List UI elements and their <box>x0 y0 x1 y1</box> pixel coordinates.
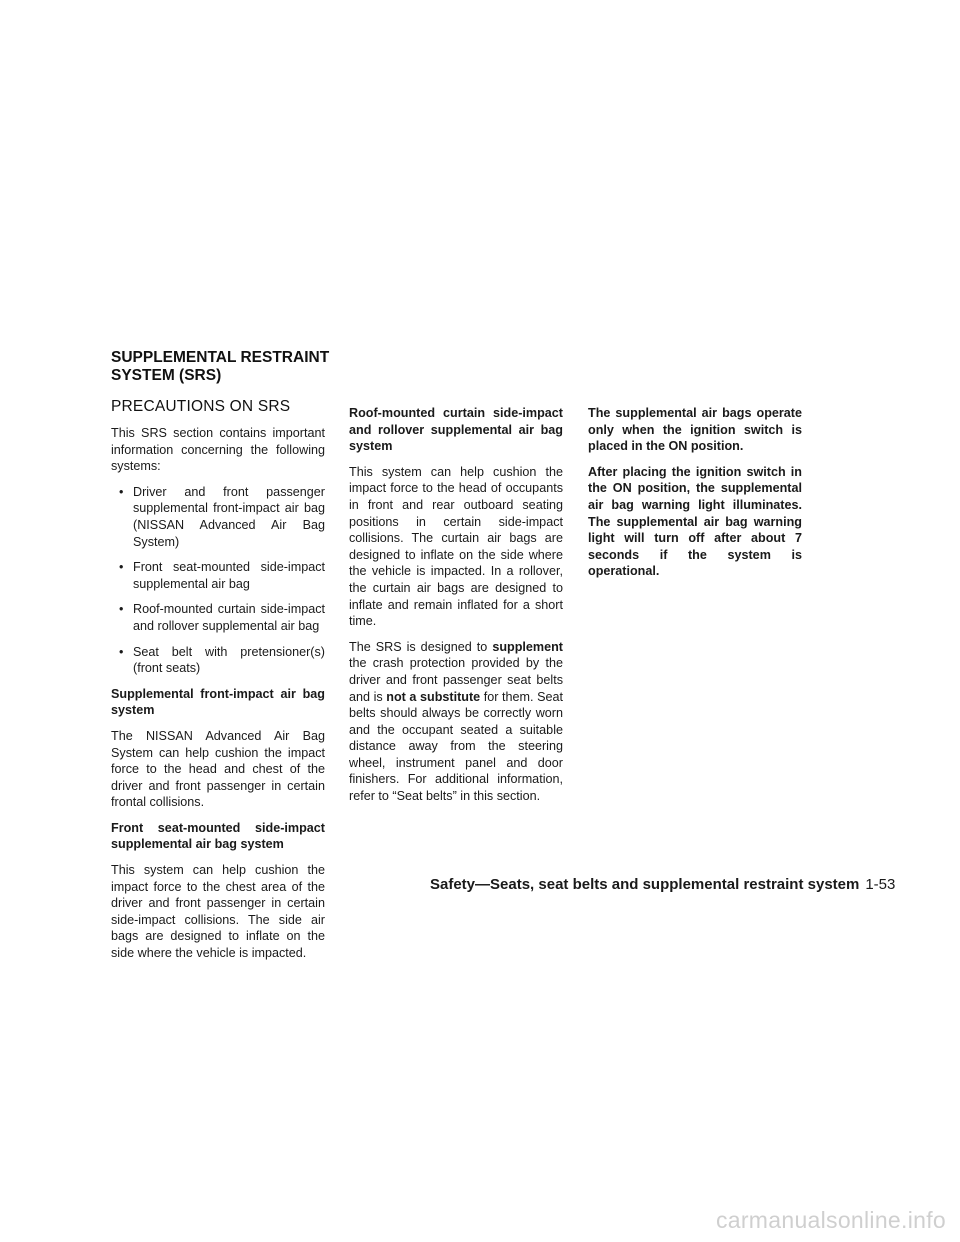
list-item <box>111 644 325 677</box>
side-impact-subheading: Front seat-mounted side-impact supplemental air bag system <box>111 820 325 852</box>
intro-paragraph: This SRS section contains important information concerning the following systems: <box>111 426 325 474</box>
bullet-icon: • <box>119 484 124 499</box>
page-footer <box>430 876 896 894</box>
column-1 <box>111 398 325 971</box>
text-run: The SRS is designed to <box>349 639 493 654</box>
emphasis-not-substitute: not a substitute <box>386 689 481 704</box>
bullet-icon: • <box>119 560 124 575</box>
page-number: 1-53 <box>865 876 896 893</box>
bullet-icon: • <box>119 602 124 617</box>
list-item <box>111 559 325 592</box>
column-2 <box>349 405 563 814</box>
list-item-text: Driver and front passenger supplemental front-impact air bag (NISSAN Advanced Air Bag System) <box>133 484 325 549</box>
watermark: carmanualsonline.info <box>715 1207 946 1233</box>
list-item-text: Front seat-mounted side-impact supplemental air bag <box>133 560 325 591</box>
list-item-text: Roof-mounted curtain side-impact and rollover supplemental air bag <box>133 602 325 633</box>
chapter-title: Safety—Seats, seat belts and supplemental restraint system <box>430 876 860 893</box>
column-3 <box>588 405 802 589</box>
side-impact-paragraph: This system can help cushion the impact force to the chest area of the driver and front passenger in certain side-impact collisions. The side air bags are designed to inflate on the side where the vehicle is impacted. <box>111 863 325 961</box>
warning-light-paragraph: After placing the ignition switch in the ON position, the supplemental air bag warning light illuminates. The supplemental air bag warning light will turn off after about 7 seconds if the system is operational. <box>588 464 802 579</box>
list-item <box>111 484 325 550</box>
text-run: for them. Seat belts should always be correctly worn and the occupant seated a suitable distance away from the steering wheel, instrument panel and door finishers. For additional information, refer to “Seat belts” in this section. <box>349 689 563 804</box>
list-item-text: Seat belt with pretensioner(s) (front seats) <box>133 644 325 676</box>
ignition-paragraph: The supplemental air bags operate only when the ignition switch is placed in the ON position. <box>588 406 802 454</box>
srs-supplement-paragraph <box>349 639 563 805</box>
emphasis-supplement: supplement <box>492 639 563 654</box>
front-impact-subheading: Supplemental front-impact air bag system <box>111 686 325 718</box>
bullet-icon: • <box>119 644 124 659</box>
curtain-paragraph: This system can help cushion the impact force to the head of occupants in front and rear outboard seating positions in certain side-impact collisions. The curtain air bags are designed to inflate on the side where the vehicle is impacted. In a rollover, the curtain air bags are designed to inflate and remain inflated for a short time. <box>349 464 563 629</box>
list-item <box>111 601 325 634</box>
precautions-heading: PRECAUTIONS ON SRS <box>111 398 291 415</box>
section-title: SUPPLEMENTAL RESTRAINT SYSTEM (SRS) <box>111 349 330 384</box>
systems-list <box>111 484 325 677</box>
text-run: the crash protection provided by the driver and front passenger seat belts and is <box>349 656 563 704</box>
curtain-subheading: Roof-mounted curtain side-impact and rollover supplemental air bag system <box>349 406 563 454</box>
front-impact-paragraph: The NISSAN Advanced Air Bag System can help cushion the impact force to the head and chest of the driver and front passenger in certain frontal collisions. <box>111 728 325 810</box>
